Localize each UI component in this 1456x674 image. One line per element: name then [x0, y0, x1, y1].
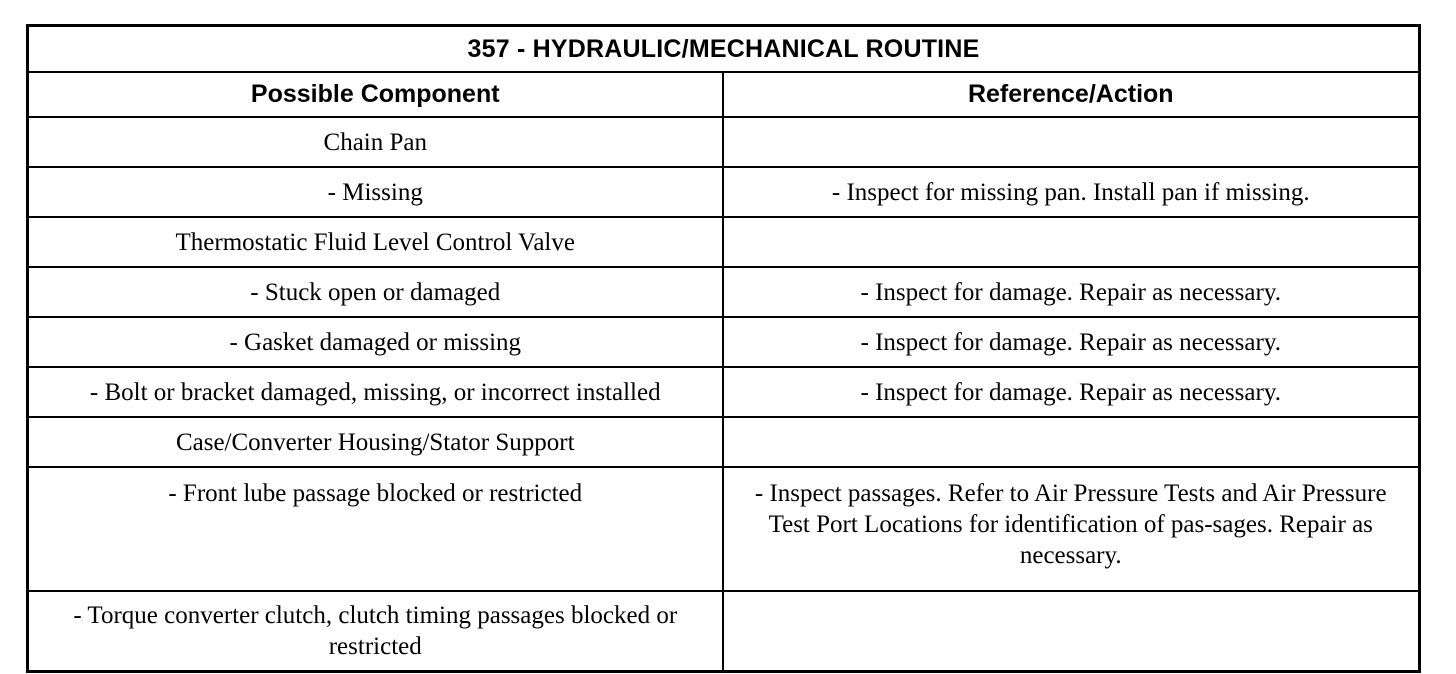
table-title: 357 - HYDRAULIC/MECHANICAL ROUTINE: [28, 26, 1420, 73]
component-cell: - Bolt or bracket damaged, missing, or incorrect installed: [28, 367, 723, 417]
title-row: [28, 26, 1420, 73]
component-cell: Thermostatic Fluid Level Control Valve: [28, 217, 723, 267]
column-header-action: Reference/Action: [723, 72, 1420, 117]
action-cell: - Inspect passages. Refer to Air Pressure Tests and Air Pressure Test Port Locations for identification of pas-sages. Repair as necessary.: [723, 467, 1420, 591]
action-cell: - Inspect for missing pan. Install pan if missing.: [723, 167, 1420, 217]
action-cell: - Inspect for damage. Repair as necessary.: [723, 317, 1420, 367]
table-row: [28, 217, 1420, 267]
action-cell: - Inspect for damage. Repair as necessary.: [723, 367, 1420, 417]
table-row: [28, 167, 1420, 217]
table-row: [28, 417, 1420, 467]
table-row: [28, 317, 1420, 367]
table-row: [28, 591, 1420, 672]
component-cell: - Missing: [28, 167, 723, 217]
action-cell: [723, 217, 1420, 267]
table-row: [28, 267, 1420, 317]
column-header-component: Possible Component: [28, 72, 723, 117]
component-cell: Case/Converter Housing/Stator Support: [28, 417, 723, 467]
table-row: [28, 367, 1420, 417]
header-row: [28, 72, 1420, 117]
table-row: [28, 467, 1420, 591]
component-cell: - Stuck open or damaged: [28, 267, 723, 317]
routine-table: [26, 24, 1421, 673]
component-cell: - Torque converter clutch, clutch timing passages blocked or restricted: [28, 591, 723, 672]
component-cell: Chain Pan: [28, 117, 723, 167]
action-cell: [723, 417, 1420, 467]
table-row: [28, 117, 1420, 167]
action-cell: [723, 117, 1420, 167]
action-cell: - Inspect for damage. Repair as necessary.: [723, 267, 1420, 317]
component-cell: - Gasket damaged or missing: [28, 317, 723, 367]
component-cell: - Front lube passage blocked or restricted: [28, 467, 723, 591]
action-cell: [723, 591, 1420, 672]
